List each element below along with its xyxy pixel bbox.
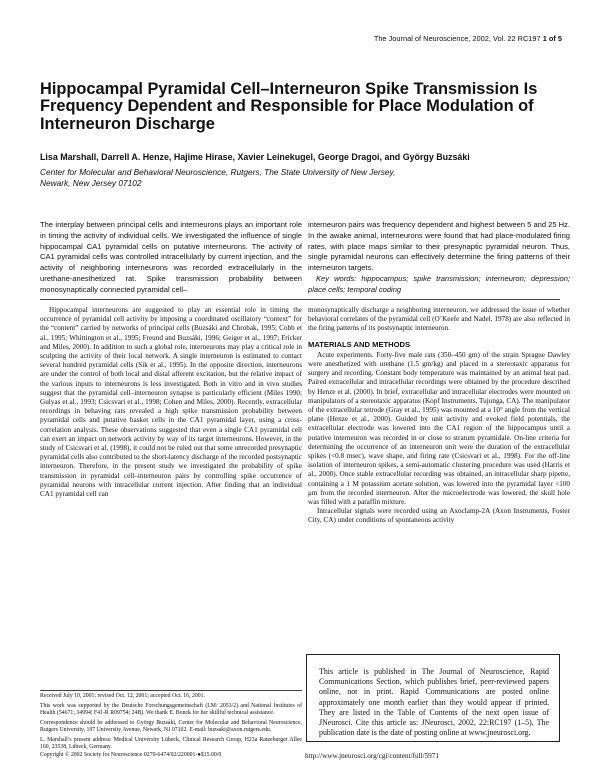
body-column-2: [308, 306, 570, 526]
funding-note: This work was supported by the Deutsche Forschungsgemeinschaft (LM/ 2053/2) and National Institutes of Health (54671; 34994; F41-R R09754; 24B). We thank E. Bonck for her skillful technical assistance.: [40, 702, 302, 716]
page-number: 1 of 5: [542, 34, 562, 43]
affiliation: Center for Molecular and Behavioral Neuroscience, Rutgers, The State University of New Jersey, Newark, New Jersey 07102: [40, 167, 396, 189]
methods-paragraph-1: Acute experiments. Forty-five male rats (350–450 gm) of the strain Sprague Dawley were anesthetized with urethane (1.5 gm/kg) and placed in a stereotaxic apparatus for surgery and recording. Constant body temperature was maintained by an animal heat pad. Paired extracellular and intracellular recordings were obtained by the procedure described by Henze et al. (2000). In brief, extracellular and intracellular electrodes were mounted on manipulators of a stereotaxic apparatus (Kopf Instruments, Tujunga, CA). The manipulator of the extracellular tetrode (Gray et al., 1995) was mounted at a 10° angle from the vertical plane (Henze et al., 2000). Guided by unit activity and evoked field potentials, the extracellular electrode was lowered into the CA1 region of the hippocampus until a putative interneuron was recorded in or close to stratum pyramidale. On-line criteria for determining the occurrence of an interneuron unit were the duration of the extracellular spikes (<0.8 msec), wave shape, and firing rate (Csicsvari et al., 1998). For the off-line isolation of interneuron spikes, a semi-automatic clustering procedure was used (Harris et al., 2000). Once stable extracellular recording was obtained, an intracellular sharp pipette, containing a 1 M potassium acetate solution, was lowered into the pyramidal layer <100 μm from the recorded interneuron. After the microelectrode was lowered, the skull hole was filled with a paraffin mixture.: [308, 350, 570, 507]
body-column-1: [40, 306, 302, 499]
section-heading-methods: MATERIALS AND METHODS: [308, 339, 411, 349]
running-header: [374, 34, 562, 43]
received-dates: Received July 10, 2001; revised Oct. 12, 2001; accepted Oct. 16, 2001.: [40, 693, 206, 699]
intro-continuation: monosynaptically discharge a neighboring interneuron, we addressed the issue of whether behavioral correlates of the pyramidal cell (O’Keefe and Nadel, 1978) are also reflected in the firing patterns of its postsynaptic interneuron.: [308, 306, 570, 333]
address-note: L. Marshall’s present address: Medical University Lübeck, Clinical Research Group, H23a Ratzeburger Allee 160, 23538, Lübeck, Germany.: [40, 736, 302, 750]
intro-paragraph: Hippocampal interneurons are suggested to play an essential role in timing the occurrence of pyramidal cell activity by imposing a coordinated oscillatory “context” for the “content” carried by networks of principal cells (Buzsáki and Chrobak, 1995; Cobb et al., 1995; Whittington et al., 1995; Freund and Buzsáki, 1996; Geiger et al., 1997; Fricker and Miles, 2000). In addition to such a global role, interneurons may play a critical role in sculpting the activity of their local network. A single interneuron is estimated to contact several hundred pyramidal cells (Sik et al., 1995). In the opposite direction, interneurons are under the control of both local and distal afferent excitation, but the relative impact of the various inputs to interneurons is less investigated. Both in vitro and in vivo studies suggest that the pyramidal cell–interneuron synapse is particularly efficient (Miles 1990; Gulyas et al., 1993; Csicsvari et al., 1998; Cohen and Miles, 2000). Recently, extracellular recordings in behaving rats revealed a high spike transmission probability between pyramidal cells and putative basket cells in the CA1 pyramidal layer, using a cross-correlation analysis. These observations suggested that even a single CA1 pyramidal cell can exert an impact on network activity by way of its target interneurons. However, in the study of Csicsvari et al. (1998), it could not be ruled out that some unrecorded presynaptic pyramidal cells also contributed to the short-latency discharge of the recorded postsynaptic interneuron. Therefore, in the present study we investigated the probability of spike transmission in pyramidal cell–interneuron pairs by controlling spike occurrence of pyramidal neurons with intracellular current injection. After finding that an individual CA1 pyramidal cell can: [40, 306, 302, 499]
article-url[interactable]: http://www.jneurosci.org/cgi/content/full/5971: [305, 752, 439, 760]
footnotes: [40, 693, 302, 754]
abstract-column-1: The interplay between principal cells and interneurons plays an important role in timing the activity of individual cells. We investigated the influence of single hippocampal CA1 pyramidal cells on putative interneurons. The activity of CA1 pyramidal cells was controlled intracellularly by current injection, and the activity of neighboring interneurons was recorded extracellularly in the urethane-anesthetized rat. Spike transmission probability between monosynaptically connected pyramidal cell–: [40, 220, 302, 294]
abstract-column-2: [308, 220, 570, 295]
rapid-communications-box: This article is published in The Journal of Neuroscience, Rapid Communications Section, which publishes brief, peer-reviewed papers online, not in print. Rapid Communications are posted online approximately one month earlier than they would appear if printed. They are listed in the Table of Contents of the next open issue of JNeurosci. Cite this article as: JNeurosci, 2002, 22:RC197 (1–5). The publication date is the date of posting online at www.jneurosci.org.: [306, 654, 560, 742]
footnote-divider: [40, 690, 302, 691]
journal-citation: The Journal of Neuroscience, 2002, Vol. 22 RC197: [373, 34, 541, 43]
article-title: Hippocampal Pyramidal Cell–Interneuron Spike Transmission Is Frequency Dependent and Responsible for Place Modulation of Interneuron Discharge: [40, 80, 538, 133]
keywords: Key words: hippocampus; spike transmission; interneuron; depression; place cells; temporal coding: [308, 273, 570, 294]
methods-paragraph-2: Intracellular signals were recorded using an Axoclamp-2A (Axon Instruments, Foster City, CA) under conditions of spontaneous activity: [308, 507, 570, 525]
author-list: Lisa Marshall, Darrell A. Henze, Hajime Hirase, Xavier Leinekugel, George Dragoi, and György Buzsáki: [40, 152, 470, 162]
abstract-text-2: interneuron pairs was frequency dependent and highest between 5 and 25 Hz. In the awake animal, interneurons were found that had place-modulated firing rates, with place maps similar to their presynaptic pyramidal neuron. Thus, single pyramidal neurons can effectively determine the firing patterns of their interneuron targets.: [308, 220, 570, 272]
copyright-line: Copyright © 2002 Society for Neuroscience 0270-6474/02/220001-●$15.00/0: [40, 752, 222, 758]
abstract-divider: [40, 299, 560, 300]
correspondence-note: Correspondence should be addressed to György Buzsáki, Center for Molecular and Behavioral Neuroscience, Rutgers University, 197 University Avenue, Newark, NJ 07102. E-mail: buzsaki@axon.rutgers.edu.: [40, 719, 302, 733]
